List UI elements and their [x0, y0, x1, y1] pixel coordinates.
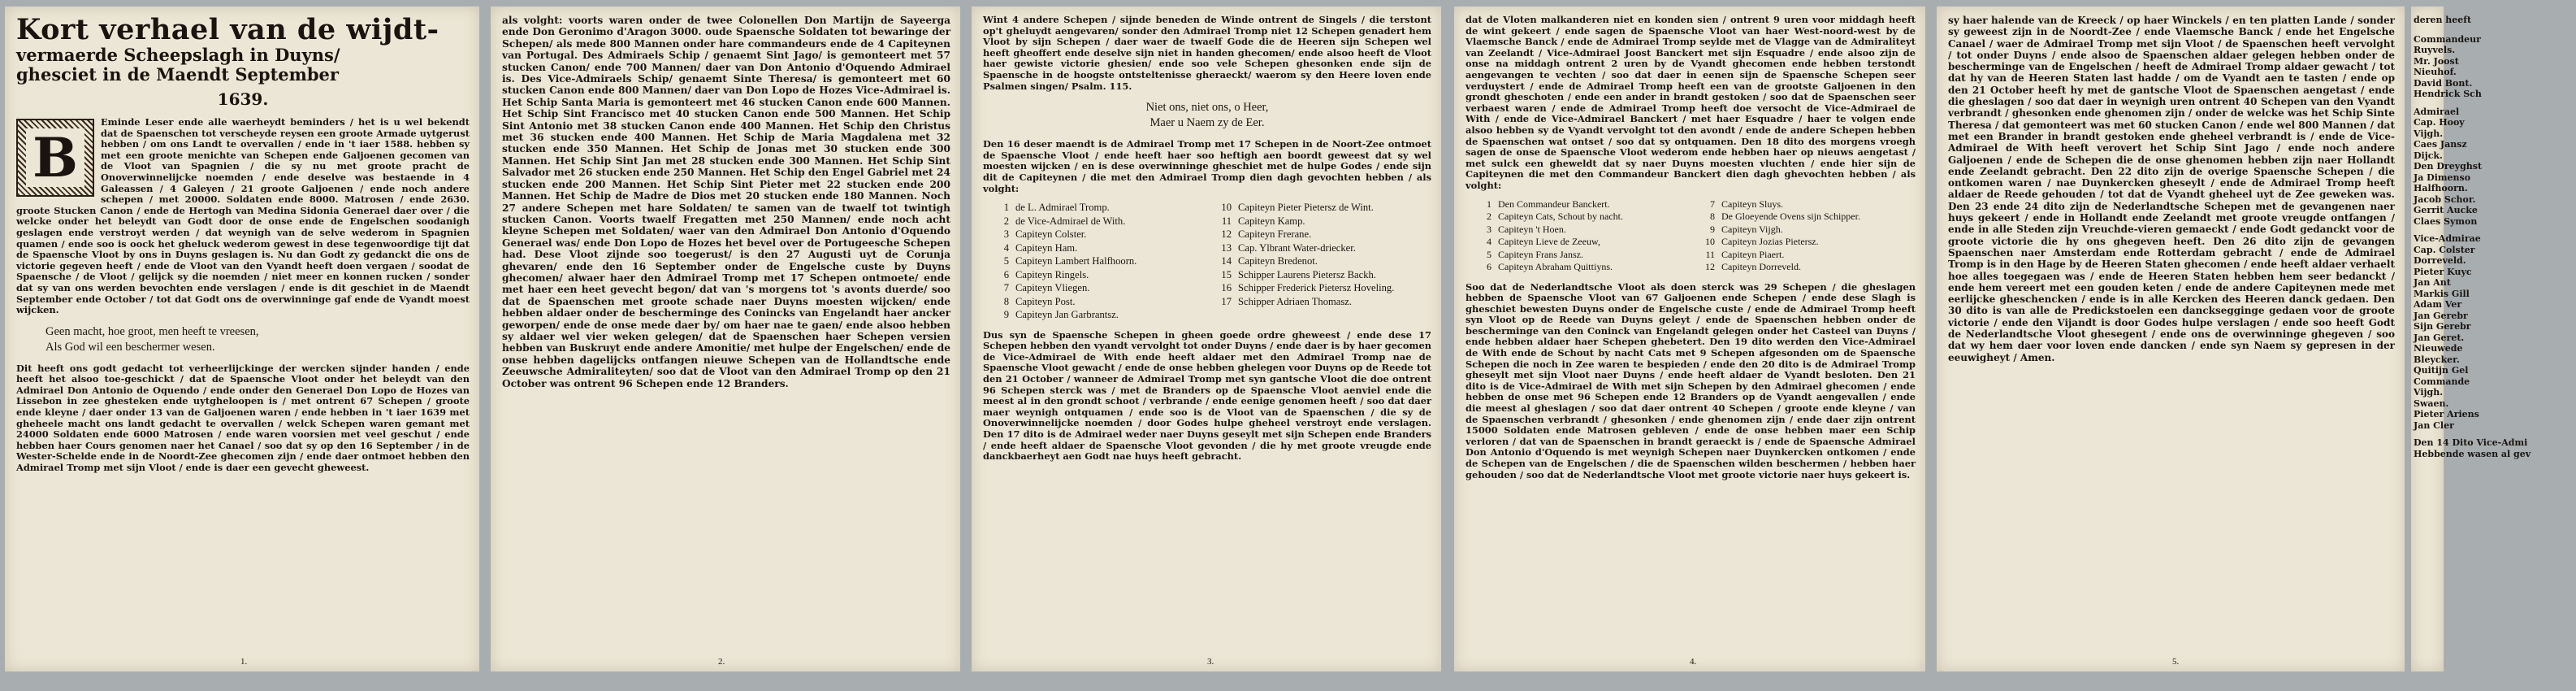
page-number: 3. [1207, 657, 1214, 667]
list-item-number: 4 [1487, 236, 1491, 247]
document-subtitle-1: vermaerde Scheepslagh in Duyns/ [16, 45, 340, 65]
list-item [1700, 224, 1916, 237]
list-item-number: 7 [1003, 282, 1009, 294]
list-item-name: De Gloeyende Ovens sijn Schipper. [1721, 211, 1860, 222]
list-item-fragment: Quitijn Gel [2414, 365, 2469, 376]
list-item [1477, 211, 1692, 224]
page-panel-4 [1454, 7, 1925, 671]
page-number: 5. [2172, 657, 2180, 667]
list-item-number: 10 [1705, 236, 1715, 247]
body-paragraph: Dit heeft ons godt gedacht tot verheerlijckinge der wercken sijnder handen / ende heeft het alsoo toe-geschickt / dat de Spaensche Vloot onder het beleydt van den Admirael Don Antonio de Oquendo / ende onder den Generael Don Lopo de Hozes van Lissebon in zee ghesteken ende uytgheloopen is / met ontrent 67 Schepen / groote ende kleyne / daer onder 13 van de Galjoenen waren / ende hebben in 't iaer 1639 met gheheele macht ons landt gedacht te overvallen / welck Schepen waren gemant met 24000 Soldaten ende 6000 Matrosen / ende waren voorsien met veel geschut / ende hebben haer Cours genomen naer het Canael / soo dat sy op den 16 September / in de Wester-Schelde ende in de Noordt-Zee ghecomen zijn / ende daer ontmoet hebben den Admirael Tromp met sijn Vloot / ende is daer een gevecht gheweest. [16, 362, 470, 474]
list-item-name: de Vice-Admirael de With. [1015, 215, 1126, 227]
list-item-name: Schipper Frederick Pietersz Hoveling. [1238, 282, 1395, 294]
list-item-fragment: Pieter Kuyc [2414, 266, 2472, 277]
list-item-number: 2 [1003, 215, 1009, 227]
list-item-number: 7 [1710, 198, 1715, 210]
list-item-name: Cap. Ylbrant Water-driecker. [1238, 241, 1356, 254]
page-number: 4. [1690, 657, 1697, 667]
body-fragment: Den 14 Dito Vice-Admi Hebbende wasen al gev [2414, 437, 2531, 459]
verse-line: Niet ons, niet ons, o Heer, [1145, 101, 1269, 115]
list-item [1700, 261, 1916, 274]
list-item-fragment: Cap. Colster [2414, 244, 2475, 255]
list-item-number: 13 [1221, 241, 1232, 254]
list-item-fragment: Jan Gerebr [2414, 310, 2468, 321]
list-item-number: 8 [1710, 211, 1715, 222]
list-item-fragment: Commandeur [2414, 33, 2481, 45]
list-item-number: 1 [1487, 198, 1491, 210]
list-item [1217, 268, 1431, 282]
page-number: 1. [240, 657, 248, 667]
list-item-number: 9 [1710, 223, 1715, 235]
list-item-name: Capiteyn Pieter Pietersz de Wint. [1238, 202, 1374, 214]
page-panel-3 [972, 7, 1441, 671]
page-6-column [2414, 15, 2576, 459]
list-item [1217, 215, 1431, 228]
body-paragraph: dat de Vloten malkanderen niet en konden sien / ontrent 9 uren voor middagh heeft de wint gekeert / ende sagen de Spaensche Vloot van haer West-noord-west by de Vlaemsche Banck / ende de Admirael Tromp seylde met de Vlagge van de Admiraliteyt van Zeelandt / Vice-Admirael Joost Banckert met sijn Esquadre / ende alsoo zijn de onse na middagh ontrent 2 uren by de Vyandt ghecomen ende hebben terstondt aengevangen te vechten / soo dat daer in eenen sijn de Spaensche Schepen seer verduystert / ende de Admirael Tromp heeft een van de grootste Galjoenen in den grondt gheschoten / ende een ander in brandt gestoken / soo dat de Spaenschen seer verbaest waren / ende de Admirael Tromp heeft doe versocht de Vice-Admirael de With / ende de Vice-Admirael Banckert / met haer Esquadre / haer te volgen ende alsoo hebben sy de Vyandt vervolght tot den avondt / ende de andere Schepen hebben de Spaenschen wat ontset / soo dat sy ontquamen. Den 18 dito des morgens vroegh sagen de onse de Spaensche Vloot wederom ende hebben haer op nieuws aengetast / met sulck een gheweldt dat sy naer Duyns moesten vluchten / ende hier sijn de Capiteynen die met den Commandeur Banckert dien dagh ghevochten hebben / als volght: [1466, 14, 1916, 191]
list-item [994, 228, 1209, 241]
list-item-number: 17 [1221, 295, 1232, 307]
list-item [1700, 249, 1916, 262]
list-item-name: Capiteyn Post. [1015, 295, 1076, 307]
list-item-name: Capiteyn Lambert Halfhoorn. [1015, 255, 1137, 267]
list-item [1217, 228, 1431, 241]
list-item-number: 14 [1221, 255, 1232, 267]
captain-list-right [1700, 198, 1916, 274]
list-item-fragment: Nieuhof. [2414, 67, 2457, 77]
list-item [1477, 224, 1692, 237]
body-paragraph: sy haer halende van de Kreeck / op haer Winckels / en ten platten Lande / sonder sy geweest zijn in de Noordt-Zee / ende Vlaemsche Banck / ende het Engelsche Canael / waer de Admirael Tromp met sijn Vloot / de Spaenschen heeft vervolght / tot onder Duyns / ende alsoo de Spaenschen aldaer gelegen hebben onder de bescherminge van de Engelschen / heeft de Admirael Tromp aldaer gewacht / tot dat hy van de Heeren Staten last hadde / om de Vyandt aen te tasten / ende op den 21 October heeft hy met de gantsche Vloot de Spaenschen aengetast / ende die gheslagen / soo dat daer in weynigh uren ontrent 40 Schepen van den Vyandt verbrandt / ghesonken ende ghenomen zijn / onder de welcke was het Schip Sinte Theresa / dat gemonteert was met 60 stucken Canon / ende wel 800 Mannen / dat met een Brander in brandt gestoken ende gheheel verbrandt is / ende de Vice-Admirael de With heeft verovert het Schip Sint Jago / ende noch andere Galjoenen / ende de Schepen die de onse ghenomen hebben zijn naer Hollandt ende Zeelandt gebracht. Den 22 dito zijn de overige Spaensche Schepen / die ontkomen waren / nae Duynkercken gheseylt / ende de Admirael Tromp heeft aldaer de Reede gehouden / tot dat de Vyandt gheheel uyt de Zee geweken was. Den 23 ende 24 dito zijn de Nederlandtsche Schepen met de gevangenen naer huys gekeert / ende in Hollandt ende Zeelandt met groote vreugde ontfangen / ende in alle Steden zijn Vreuchde-vieren gemaeckt / ende Godt gedanckt voor de groote victorie die hy ons ghegeven heeft. Den 26 dito zijn de gevangen Spaenschen naer Amsterdam ende Rotterdam gebracht / ende de Admirael Tromp is in den Hage by de Heeren Staten ghecomen / ende heeft aldaer verhaelt hoe alles toegegaen was / ende de Heeren Staten hebben hem seer bedanckt / ende hem vereert met een gouden keten / ende de andere Capiteynen mede met eerlijcke gheschencken / ende is in alle Kercken des Heeren danck gedaen. Den 30 dito is van alle de Predickstoelen een dancksegginge gedaen voor de groote victorie / ende den Vijandt is door Godes hulpe verslagen / ende soo heeft Godt de Nederlandtsche Vloot ghesegent / ende ons de overwinninge ghegeven / soo dat wy hem daer voor loven ende dancken / ende syn Naem sy gepresen in der eeuwigheyt / Amen. [1948, 15, 2395, 363]
list-item-name: Capiteyn Jan Garbrantsz. [1015, 309, 1119, 321]
document-subtitle-2: ghesciet in de Maendt September [16, 64, 339, 85]
document-title: Kort verhael van de wijdt- [16, 13, 439, 46]
list-item-name: Capiteyn Bredenot. [1238, 255, 1318, 267]
list-item [994, 281, 1209, 295]
list-item-fragment: Jan Ant [2414, 277, 2451, 288]
list-item-name: Capiteyn Ham. [1015, 241, 1078, 254]
list-item-number: 3 [1003, 228, 1009, 241]
list-item [994, 268, 1209, 282]
verse-line: Maer u Naem zy de Eer. [1149, 116, 1265, 130]
body-paragraph: Dus syn de Spaensche Schepen in gheen goede ordre gheweest / ende dese 17 Schepen hebben den vyandt vervolght tot onder Duyns / ende daer is by haer gecomen de Vice-Admirael de With ende heeft aldaer met den Admirael Tromp nae de Spaensche Vloot gewacht / ende de onse hebben ghelegen voor Duyns op de Reede tot den 21 October / wanneer de Admirael Tromp met syn gantsche Vloot die doe ontrent 96 Schepen sterck was / met de Branders op de Spaensche Vloot aenviel ende die meest al in den grondt schoot / verbrande / ende eenige genomen heeft / soo dat daer maer weynigh ontquamen / ende soo is de Vloot van de Spaenschen / die sy de Onoverwinnelijcke noemden / door Godes hulpe gheheel verstroyt ende verslagen. Den 17 dito is de Admirael weder naer Duyns geseylt met sijn Schepen ende Branders / ende heeft aldaer de Spaensche Vloot gevonden / die hy met groote vreugde ende danckbaerheyt aen Godt nae huys heeft gebracht. [983, 328, 1431, 463]
list-item-name: de L. Admirael Tromp. [1015, 202, 1110, 214]
list-item-name: Capiteyn Abraham Quittiyns. [1498, 261, 1613, 272]
list-item-number: 4 [1003, 241, 1009, 254]
list-item-fragment: Claes Symon [2414, 215, 2478, 227]
captain-list-fragment [2414, 233, 2576, 431]
list-item [994, 215, 1209, 228]
captain-list [994, 201, 1431, 322]
list-item [1477, 236, 1692, 249]
list-item-fragment: Pieter Ariens [2414, 409, 2479, 419]
list-item-number: 10 [1221, 202, 1232, 214]
page-panel-2 [491, 7, 960, 671]
list-item-number: 1 [1003, 202, 1009, 214]
page-2-column [502, 15, 950, 650]
list-item [1700, 198, 1916, 211]
list-item-name: Capiteyn Ringels. [1015, 268, 1089, 280]
list-item-number: 3 [1487, 223, 1491, 235]
list-item [1217, 201, 1431, 215]
body-paragraph: Wint 4 andere Schepen / sijnde beneden de Winde ontrent de Singels / die terstont op't gheluydt aengevaren/ sonder den Admirael Tromp niet 12 Schepen genadert hem Vloot by sijn Schepen / daer waer de twaelf Gode die de Heeren sijn Schepen wel heeft gheoffert ende deselve sijn niet in handen ghecomen/ ende alsoo heeft de Vloot haer gewiste victorie ghesien/ ende soo vele Schepen ghesonken ende sijn de Spaensche in de hoogste ontsteltenisse gheraeckt/ waerom sy den Heere loven ende Psalmen singen/ Psalm. 115. [983, 14, 1431, 92]
list-item [994, 308, 1209, 322]
list-item-name: Capiteyn Lieve de Zeeuw, [1498, 236, 1600, 247]
captain-list-right [1217, 201, 1431, 322]
document-year: 1639. [217, 89, 269, 109]
verse-line: Als God wil een beschermer wesen. [45, 340, 215, 354]
list-item-number: 6 [1487, 261, 1491, 272]
verse-block-1 [45, 324, 470, 355]
list-item-fragment: Halfhoorn. [2414, 183, 2468, 193]
list-item [994, 201, 1209, 215]
list-item-fragment: Mr. Joost [2414, 55, 2459, 67]
list-item-fragment: Admirael [2414, 106, 2460, 117]
list-item-name: Capiteyn Sluys. [1721, 198, 1784, 210]
list-item [1700, 211, 1916, 224]
list-item-name: Capiteyn Cats, Schout by nacht. [1498, 211, 1623, 222]
page-1-column [16, 15, 470, 650]
list-item-fragment: Den Dreyghst [2414, 161, 2483, 172]
list-item-name: Den Commandeur Banckert. [1498, 198, 1610, 210]
list-item-fragment: Ruyvels. [2414, 45, 2456, 55]
body-fragment: deren heeft [2414, 15, 2472, 25]
list-item [1217, 241, 1431, 255]
page-5-column [1948, 15, 2395, 650]
list-item-number: 11 [1705, 248, 1715, 260]
list-item [1217, 254, 1431, 268]
list-item-fragment: Commande [2414, 376, 2470, 387]
list-item-fragment: Jacob Schor. [2414, 193, 2476, 205]
list-item-name: Capiteyn Colster. [1015, 228, 1087, 241]
list-item [1217, 295, 1431, 309]
intro-paragraph: Eminde Leser ende alle waerheydt beminders / het is u wel bekendt dat de Spaenschen tot verscheyde reysen een groote Armade uytgerust hebben / om ons Landt te overvallen / ende in 't iaer 1588. hebben sy met een groote menichte van Schepen ende Galjoenen gecomen van de Vloot van Spagnien / die sy nu met groote pracht de Onoverwinnelijcke noemden / ende deselve was bestaende in 4 Galeassen / 4 Galeyen / 21 groote Galjoenen / ende noch andere schepen / met 20000. Soldaten ende 8000. Matrosen / ende 2630. groote Stucken Canon / ende de Hertogh van Medina Sidonia Generael daer over / die welcke onder het beleydt van Godt door de onse ende de Engelschen soodanigh geslagen ende verstroyt werden / dat weynigh van de selve wederom in Spagnien quamen / ende soo is oock het gheluck wederom gewest in dese tegenwoordige tijt dat de Spaensche Vloot by ons in Duyns geslagen is. Nu dan Godt zy gedanckt die ons de victorie gegeven heeft / ende de Vloot van den Vyandt heeft doen vergaen / soodat de Spaensche / de Vloot / gelijck sy die noemden / niet meer en konnen rucken / sonder dat sy van ons werden bevochten ende verslagen / ende is dit geschiet in de Maendt September ende October / tot dat Godt ons de overwinninge gaf ende de Vyandt moest wijcken. [16, 116, 470, 316]
page-4-column [1466, 15, 1916, 650]
list-item [994, 241, 1209, 255]
list-item-name: Capiteyn Kamp. [1238, 215, 1305, 227]
list-item-name: Capiteyn Dorreveld. [1721, 261, 1801, 272]
list-item-number: 8 [1003, 295, 1009, 307]
page-panel-5 [1937, 7, 2405, 671]
list-item-fragment: Nieuwede [2414, 343, 2463, 354]
list-item-fragment: Ja Dimenso [2414, 172, 2471, 183]
list-item-number: 11 [1221, 215, 1232, 227]
captain-list-fragment [2414, 34, 2576, 100]
list-item [1700, 236, 1916, 249]
list-item [1217, 281, 1431, 295]
list-item-number: 5 [1487, 248, 1491, 260]
list-item-fragment: Caes Jansz [2414, 139, 2467, 150]
captain-list-left [1477, 198, 1692, 274]
list-item-name: Schipper Laurens Pietersz Backh. [1238, 268, 1376, 280]
list-item [994, 254, 1209, 268]
page-3-column [983, 15, 1431, 650]
list-item-name: Schipper Adriaen Thomasz. [1238, 295, 1353, 307]
captain-list [1477, 198, 1916, 274]
list-item-name: Capiteyn 't Hoen. [1498, 223, 1566, 235]
list-item-fragment: Jan Geret. [2414, 332, 2465, 343]
list-item-fragment: Cap. Hooy [2414, 117, 2465, 128]
body-paragraph: als volght: voorts waren onder de twee Colonellen Don Martijn de Sayeerga ende Don Geronimo d'Aragon 3000. oude Spaensche Soldaten tot bewaringe der Schepen/ als mede 800 Mannen onder hare commandeurs ende de 4 Capiteynen van Portugal. Des Admiraels Schip / genaemt Sint Jago/ is gemonteert met 57 stucken Canon/ ende 700 Mannen/ daer van Don Antonio d'Oquendo Admirael is. Des Vice-Admiraels Schip/ genaemt Sinte Theresa/ is gemonteert met 60 stucken Canon ende 800 Mannen/ daer van Don Lopo de Hozes Vice-Admirael is. Het Schip Santa Maria is gemonteert met 46 stucken Canon ende 600 Mannen. Het Schip Sint Francisco met 40 stucken Canon ende 500 Mannen. Het Schip Sint Antonio met 38 stucken Canon ende 400 Mannen. Het Schip den Christus met 36 stucken ende 400 Mannen. Het Schip de Maria Magdalena met 32 stucken ende 350 Mannen. Het Schip de Jonas met 30 stucken ende 300 Mannen. Het Schip Sint Jan met 28 stucken ende 300 Mannen. Het Schip Sint Salvador met 26 stucken ende 250 Mannen. Het Schip den Engel Gabriel met 24 stucken ende 200 Mannen. Het Schip Sint Pieter met 22 stucken ende 200 Mannen. Het Schip de Madre de Dios met 20 stucken ende 180 Mannen. Noch 27 andere Schepen met hare Soldaten/ te samen van de twaelf tot twintigh stucken Canon. Voorts twaelf Fregatten met 250 Mannen/ ende noch acht kleyne Schepen met Soldaten/ waer van den Admirael Don Antonio d'Oquendo Generael was/ ende Don Lopo de Hozes het bevel over de Portugeesche Schepen had. Dese Vloot zijnde soo toegerust/ is den 27 Augusti uyt de Corunja ghevaren/ ende den 16 September onder de Engelsche custe by Duyns ghecomen/ alwaer haer den Admirael Tromp met 17 Schepen ontmoete/ ende met haer een heet gevecht begon/ dat van 's morgens tot 's avonts duerde/ soo dat de Spaenschen met groote schade naer Duyns moesten wijcken/ ende hebben aldaer onder de bescherminge des Conincks van Engelandt haer ancker geworpen/ ende de onse mede daer by/ om haer nae te gaen/ ende alsoo hebben sy aldaer wel vier weken gelegen/ dat de Spaenschen haer Schepen versien hebben van Buskruyt ende andere Amonitie/ met hulpe der Engelschen/ ende de onse hebben dagelijcks ontfangen nieuwe Schepen van de Hollandtsche ende Zeeuwsche Admiraliteyten/ soo dat de Vloot van den Admirael Tromp op den 21 October was ontrent 96 Schepen ende 12 Branders. [502, 15, 950, 389]
list-item-number: 12 [1221, 228, 1232, 241]
verse-line: Geen macht, hoe groot, men heeft te vreesen, [45, 324, 259, 338]
decorated-initial-letter: B [26, 128, 84, 187]
list-item-name: Capiteyn Frerane. [1238, 228, 1312, 241]
list-item-fragment: David Bont. [2414, 77, 2473, 89]
list-item-fragment: Bleycker. [2414, 354, 2460, 365]
page-panel-6 [2411, 7, 2531, 671]
list-item-number: 2 [1487, 211, 1491, 222]
list-item-name: Capiteyn Jozias Pietersz. [1721, 236, 1819, 247]
body-paragraph: Den 16 deser maendt is de Admirael Tromp met 17 Schepen in de Noort-Zee ontmoet de Spaensche Vloot / ende heeft haer soo heftigh aen boordt geweest dat sy wel moesten wijcken / en is dese overwinninge gheschiet met de hulpe Godes / ende sijn dit de Capiteynen / die met den Admirael Tromp dien dagh gevochten hebben / als volght: [983, 138, 1431, 194]
list-item [1477, 249, 1692, 262]
list-item-number: 15 [1221, 268, 1232, 280]
list-item-name: Capiteyn Vliegen. [1015, 282, 1090, 294]
list-item-fragment: Adam Ver [2414, 299, 2462, 310]
page-number: 2. [718, 657, 725, 667]
list-item-number: 9 [1003, 309, 1009, 321]
list-item-number: 12 [1705, 261, 1715, 272]
list-item [1477, 198, 1692, 211]
page-panel-1 [5, 7, 479, 671]
list-item [1477, 261, 1692, 274]
list-item-fragment: Vijgh. [2414, 387, 2444, 398]
decorated-initial [16, 119, 94, 197]
list-item-fragment: Markis Gill [2414, 288, 2470, 299]
list-item-fragment: Swaen. [2414, 398, 2449, 409]
list-item-number: 5 [1003, 255, 1009, 267]
list-item-fragment: Sijn Gerebr [2414, 321, 2471, 332]
verse-block-2 [983, 100, 1431, 131]
captain-list-left [994, 201, 1209, 322]
list-item-name: Capiteyn Frans Jansz. [1498, 248, 1583, 260]
captain-list-fragment [2414, 106, 2576, 228]
list-item-name: Capiteyn Vijgh. [1721, 223, 1783, 235]
list-item-name: Capiteyn Piaert. [1721, 248, 1785, 260]
list-item-fragment: Gerrit Aucke [2414, 205, 2478, 215]
list-item-fragment: Dijck. [2414, 150, 2443, 161]
list-item-fragment: Dorreveld. [2414, 255, 2466, 266]
list-item [994, 295, 1209, 309]
list-item-number: 16 [1221, 282, 1232, 294]
list-item-fragment: Vice-Admirae [2414, 233, 2481, 244]
list-item-fragment: Vijgh. [2414, 128, 2444, 139]
body-paragraph: Soo dat de Nederlandtsche Vloot als doen sterck was 29 Schepen / die gheslagen hebben de Spaensche Vloot van 67 Galjoenen ende Schepen / ende dese Slagh is gheschiet bewesten Duyns onder de Engelsche custe / ende de Admirael Tromp heeft syn Vloot op de Reede van Duyns geleyt / ende de Spaenschen hebben onder de bescherminge van den Coninck van Engelandt gelegen onder het Casteel van Duyns / ende hebben aldaer haer Schepen ghebetert. Den 19 dito werden den Vice-Admirael de With ende de Schout by nacht Cats met 9 Schepen afgesonden om de Spaensche Schepen die noch in Zee waren te bespieden / ende den 20 dito is de Admirael Tromp gheseylt met sijn Vloot naer Duyns / ende heeft aldaer de Vyandt besloten. Den 21 dito is de Vice-Admirael de With met sijn Schepen by den Admirael ghecomen / ende hebben de onse met 96 Schepen ende 12 Branders op de Vyandt aengevallen / ende die meest al gheslagen / soo dat daer ontrent 40 Schepen / groote ende kleyne / van de Spaenschen verbrandt / ghesonken / ende ghenomen zijn / ende daer zijn ontrent 15000 Soldaten ende Matrosen gebleven / ende de onse hebben maer een Schip verloren / dat van de Spaenschen in brandt geraeckt is / ende de Spaensche Admirael Don Antonio d'Oquendo is met weynigh Schepen naer Duynkercken ontkomen / ende de Schepen van de Engelschen / die de Spaenschen wilden beschermen / hebben haer gehouden / soo dat de Nederlandtsche Vloot met groote victorie naer huys gekeert is. [1466, 280, 1916, 480]
list-item-number: 6 [1003, 268, 1009, 280]
list-item-fragment: Hendrick Sch [2414, 89, 2482, 99]
list-item-fragment: Jan Cler [2414, 419, 2454, 431]
